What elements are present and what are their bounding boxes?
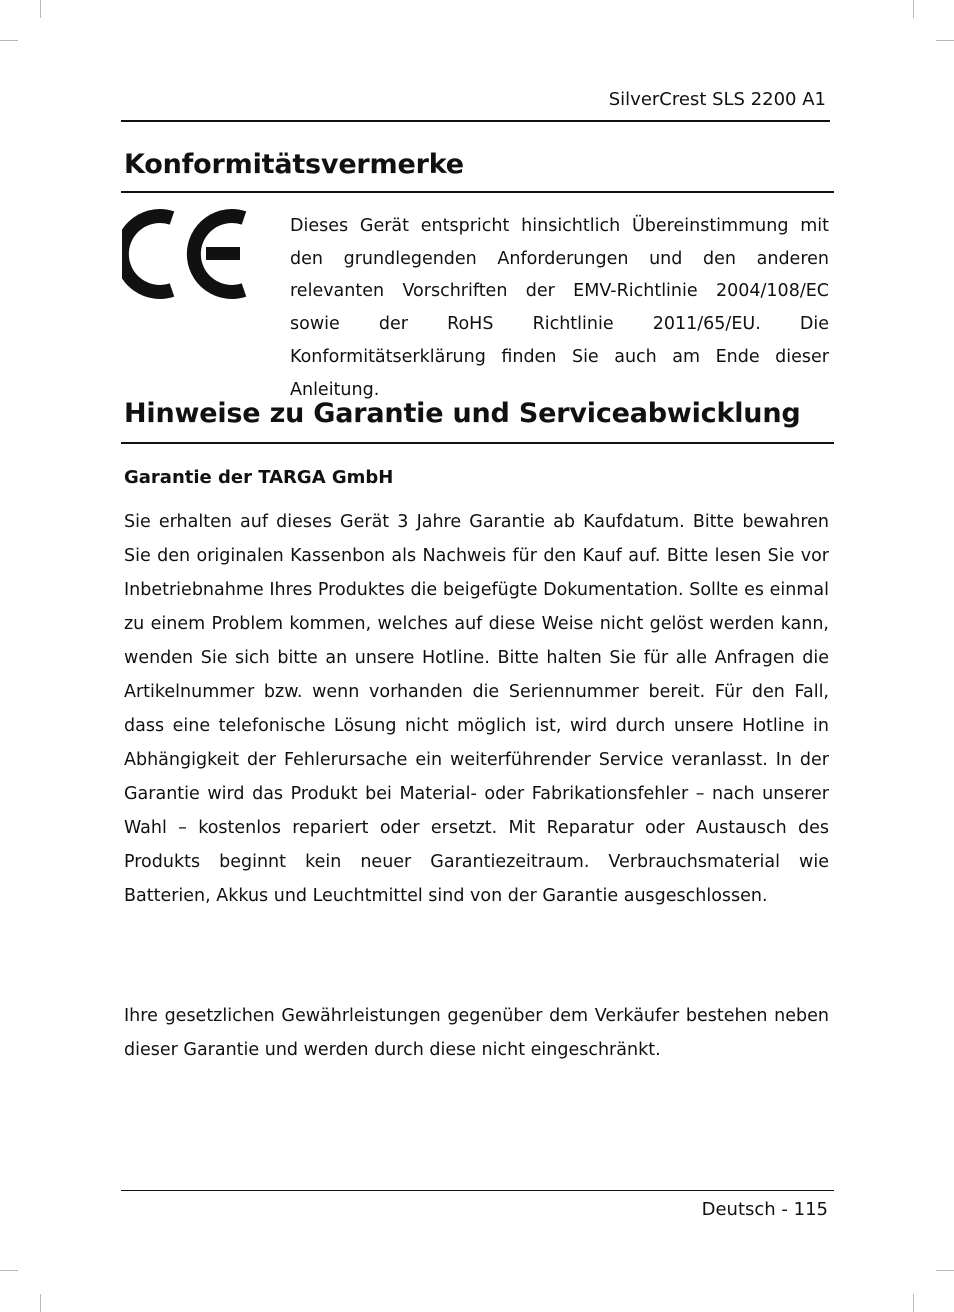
ce-mark-c [122, 216, 172, 292]
conformity-heading: Konformitätsvermerke [124, 149, 464, 180]
crop-mark-top-right [913, 0, 914, 18]
warranty-heading: Hinweise zu Garantie und Serviceabwicklung [124, 398, 801, 429]
warranty-paragraph-1: Sie erhalten auf dieses Gerät 3 Jahre Garantie ab Kaufdatum. Bitte bewahren Sie den originalen Kassenbon als Nachweis für den Kauf auf. Bitte lesen Sie vor Inbetriebnahme Ihres Produktes die beigefügte Dokumentation. Sollte es einmal zu einem Problem kommen, welches auf diese Weise nicht gelöst werden kann, wenden Sie sich bitte an unsere Hotline. Bitte halten Sie für alle Anfragen die Artikelnummer bzw. wenn vorhanden die Seriennummer bereit. Für den Fall, dass eine telefonische Lösung nicht möglich ist, wird durch unsere Hotline in Abhängigkeit der Fehlerursache ein weiterführender Service veranlasst. In der Garantie wird das Produkt bei Material- oder Fabrikationsfehler – nach unserer Wahl – kostenlos repariert oder ersetzt. Mit Reparatur oder Austausch des Produkts beginnt kein neuer Garantiezeitraum. Verbrauchsmaterial wie Batterien, Akkus und Leuchtmittel sind von der Garantie ausgeschlossen. [124, 512, 829, 906]
ce-mark-e-bar [206, 247, 240, 260]
conformity-text: Dieses Gerät entspricht hinsichtlich Übereinstimmung mit den grundlegenden Anforderungen und den anderen relevanten Vorschriften der EMV-Richtlinie 2004/108/EC sowie der RoHS Richtlinie 2011/65/EU. Die Konformitätserklärung finden Sie auch am Ende dieser Anleitung. [290, 216, 829, 400]
crop-mark-right-top [936, 40, 954, 41]
conformity-heading-rule [121, 191, 834, 193]
page-number: Deutsch - 115 [701, 1199, 828, 1220]
crop-mark-left-top [0, 40, 18, 41]
crop-mark-right-bottom [936, 1270, 954, 1271]
ce-mark-logo [122, 206, 252, 302]
crop-mark-bottom-left [40, 1294, 41, 1312]
crop-mark-bottom-right [913, 1294, 914, 1312]
crop-mark-left-bottom [0, 1270, 18, 1271]
header-rule [121, 120, 830, 122]
warranty-paragraph-2: Ihre gesetzlichen Gewährleistungen gegenüber dem Verkäufer bestehen neben dieser Garantie und werden durch diese nicht eingeschränkt. [124, 1006, 829, 1060]
warranty-subheading: Garantie der TARGA GmbH [124, 467, 394, 488]
warranty-heading-rule [121, 442, 834, 444]
crop-mark-top-left [40, 0, 41, 18]
running-header: SilverCrest SLS 2200 A1 [608, 89, 826, 110]
footer-rule [121, 1190, 834, 1191]
